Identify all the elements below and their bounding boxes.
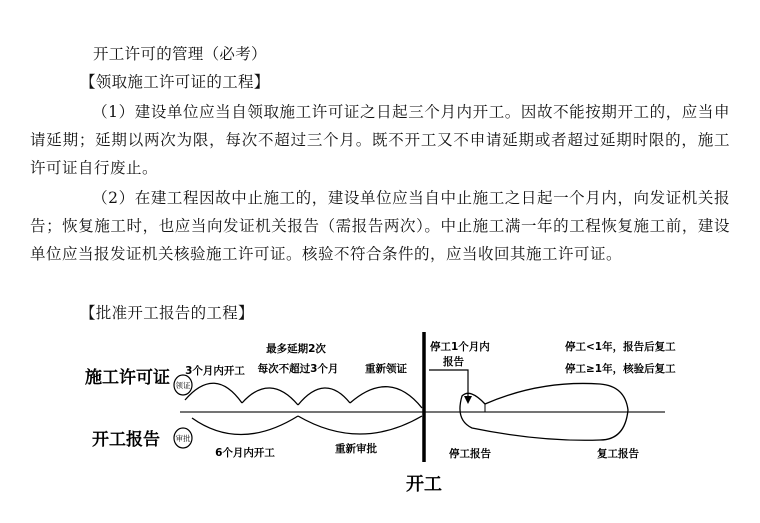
stop-report-bracket <box>429 370 468 398</box>
top-arc-extension-1 <box>242 388 298 405</box>
paragraph-1-text: （1）建设单位应当自领取施工许可证之日起三个月内开工。因故不能按期开工的，应当申请延期；延期以两次为限，每次不超过三个月。既不开工又不申请延期或者超过延期时限的，施工许可证自行废止。 <box>30 103 730 177</box>
stop-arrow-head <box>464 396 472 404</box>
page-heading: 开工许可的管理（必考） <box>93 45 267 63</box>
permit-circle-label: 领证 <box>175 381 191 390</box>
top-arc-reissue <box>350 387 422 408</box>
bottom-seg-6-months: 6个月内开工 <box>215 447 275 459</box>
approval-circle-label: 审批 <box>175 434 191 443</box>
bottom-seg-reapproval: 重新审批 <box>335 443 377 455</box>
stop-note-line1: 停工1个月内 <box>430 341 490 353</box>
section-title-report: 【批准开工报告的工程】 <box>80 304 254 322</box>
bottom-arc-6-months <box>192 416 298 435</box>
row-label-permit: 施工许可证 <box>85 368 170 388</box>
bottom-arc-reapproval <box>298 416 422 434</box>
section-title-permit: 【领取施工许可证的工程】 <box>80 73 270 91</box>
stop-report-label: 停工报告 <box>449 448 491 460</box>
stop-note-line2: 报告 <box>443 356 464 368</box>
resume-report-label: 复工报告 <box>597 448 639 460</box>
top-seg-reissue: 重新领证 <box>365 363 407 375</box>
top-arc-3-months <box>185 383 242 403</box>
top-seg-extension-line1: 最多延期2次 <box>266 343 326 355</box>
row-label-report: 开工报告 <box>92 430 160 450</box>
start-label: 开工 <box>406 474 442 495</box>
resume-rule-at-least-year: 停工≥1年，核验后复工 <box>565 363 676 375</box>
resume-rule-less-than-year: 停工<1年，报告后复工 <box>565 341 676 353</box>
top-seg-extension-line2: 每次不超过3个月 <box>257 363 339 375</box>
top-seg-3-months: 3个月内开工 <box>185 365 245 377</box>
top-arc-extension-2 <box>298 388 350 405</box>
paragraph-2-text: （2）在建工程因故中止施工的，建设单位应当自中止施工之日起一个月内，向发证机关报告；恢复施工时，也应当向发证机关报告（需报告两次）。中止施工满一年的工程恢复施工前，建设单位应当报发证机关核验施工许可证。核验不符合条件的，应当收回其施工许可证。 <box>30 189 730 263</box>
